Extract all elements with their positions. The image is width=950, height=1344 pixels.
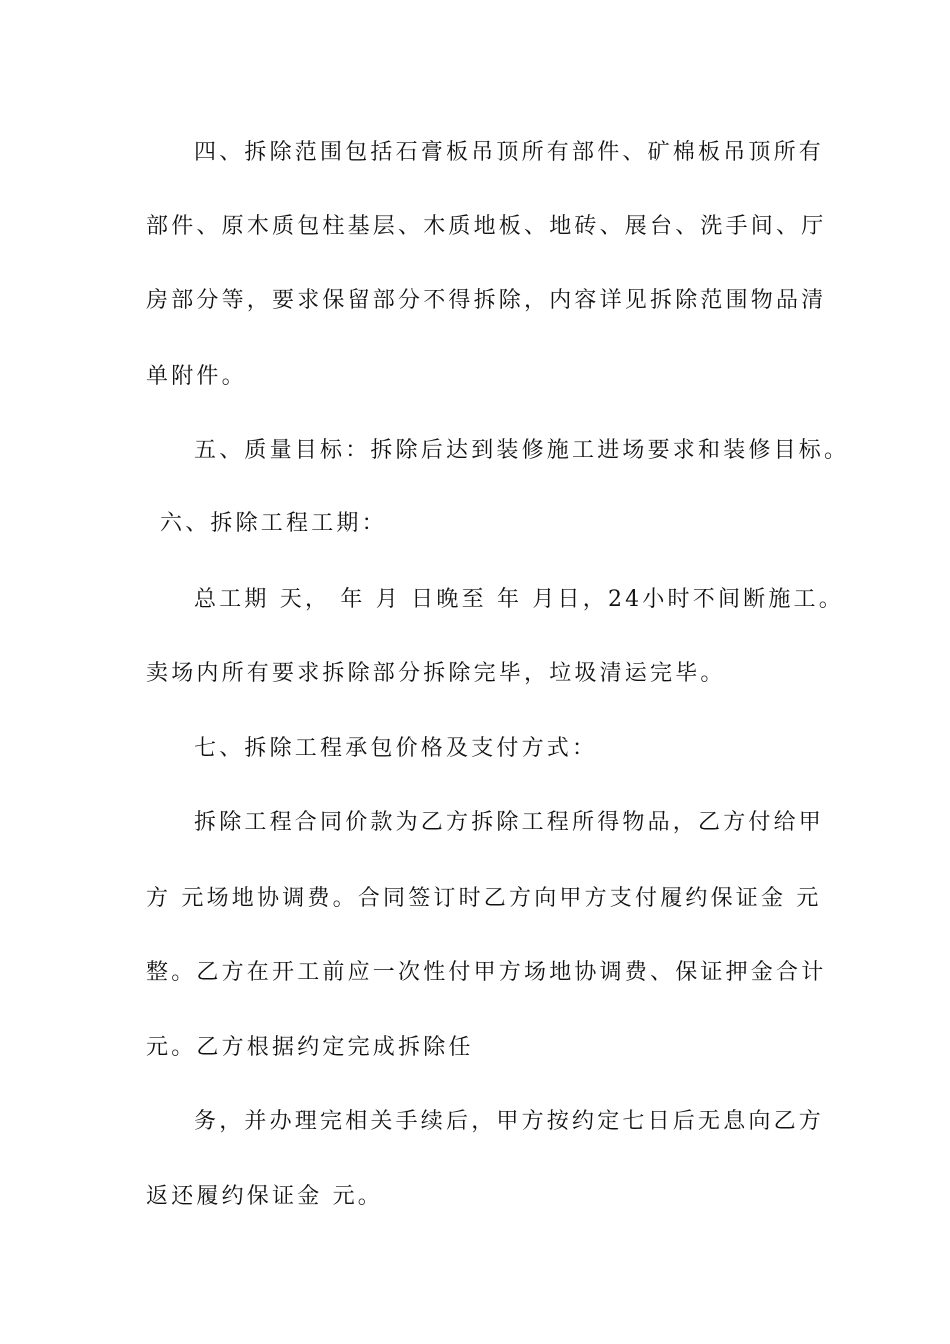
- paragraph-4-line-4: 单附件。: [146, 364, 247, 389]
- paragraph-8-line-2: 返还履约保证金 元。: [146, 1184, 383, 1209]
- section-6-heading: 六、拆除工程工期：: [160, 511, 387, 536]
- section-7-heading: 七、拆除工程承包价格及支付方式：: [194, 736, 598, 761]
- paragraph-7-line-2: 方 元场地协调费。合同签订时乙方向甲方支付履约保证金 元: [146, 886, 822, 911]
- paragraph-6-line-2: 卖场内所有要求拆除部分拆除完毕，垃圾清运完毕。: [146, 661, 726, 686]
- paragraph-6-line-1: 总工期 天， 年 月 日晚至 年 月日，24小时不间断施工。: [194, 587, 844, 612]
- paragraph-4-line-2: 部件、原木质包柱基层、木质地板、地砖、展台、洗手间、厅: [146, 214, 827, 239]
- paragraph-5: 五、质量目标：拆除后达到装修施工进场要求和装修目标。: [194, 438, 850, 463]
- paragraph-4-line-1: 四、拆除范围包括石膏板吊顶所有部件、矿棉板吊顶所有: [194, 140, 825, 165]
- paragraph-8-line-1: 务，并办理完相关手续后，甲方按约定七日后无息向乙方: [194, 1109, 825, 1134]
- paragraph-7-line-4: 元。乙方根据约定完成拆除任: [146, 1035, 474, 1060]
- paragraph-7-line-1: 拆除工程合同价款为乙方拆除工程所得物品，乙方付给甲: [194, 810, 825, 835]
- paragraph-4-line-3: 房部分等，要求保留部分不得拆除，内容详见拆除范围物品清: [146, 288, 827, 313]
- paragraph-7-line-3: 整。乙方在开工前应一次性付甲方场地协调费、保证押金合计: [146, 960, 827, 985]
